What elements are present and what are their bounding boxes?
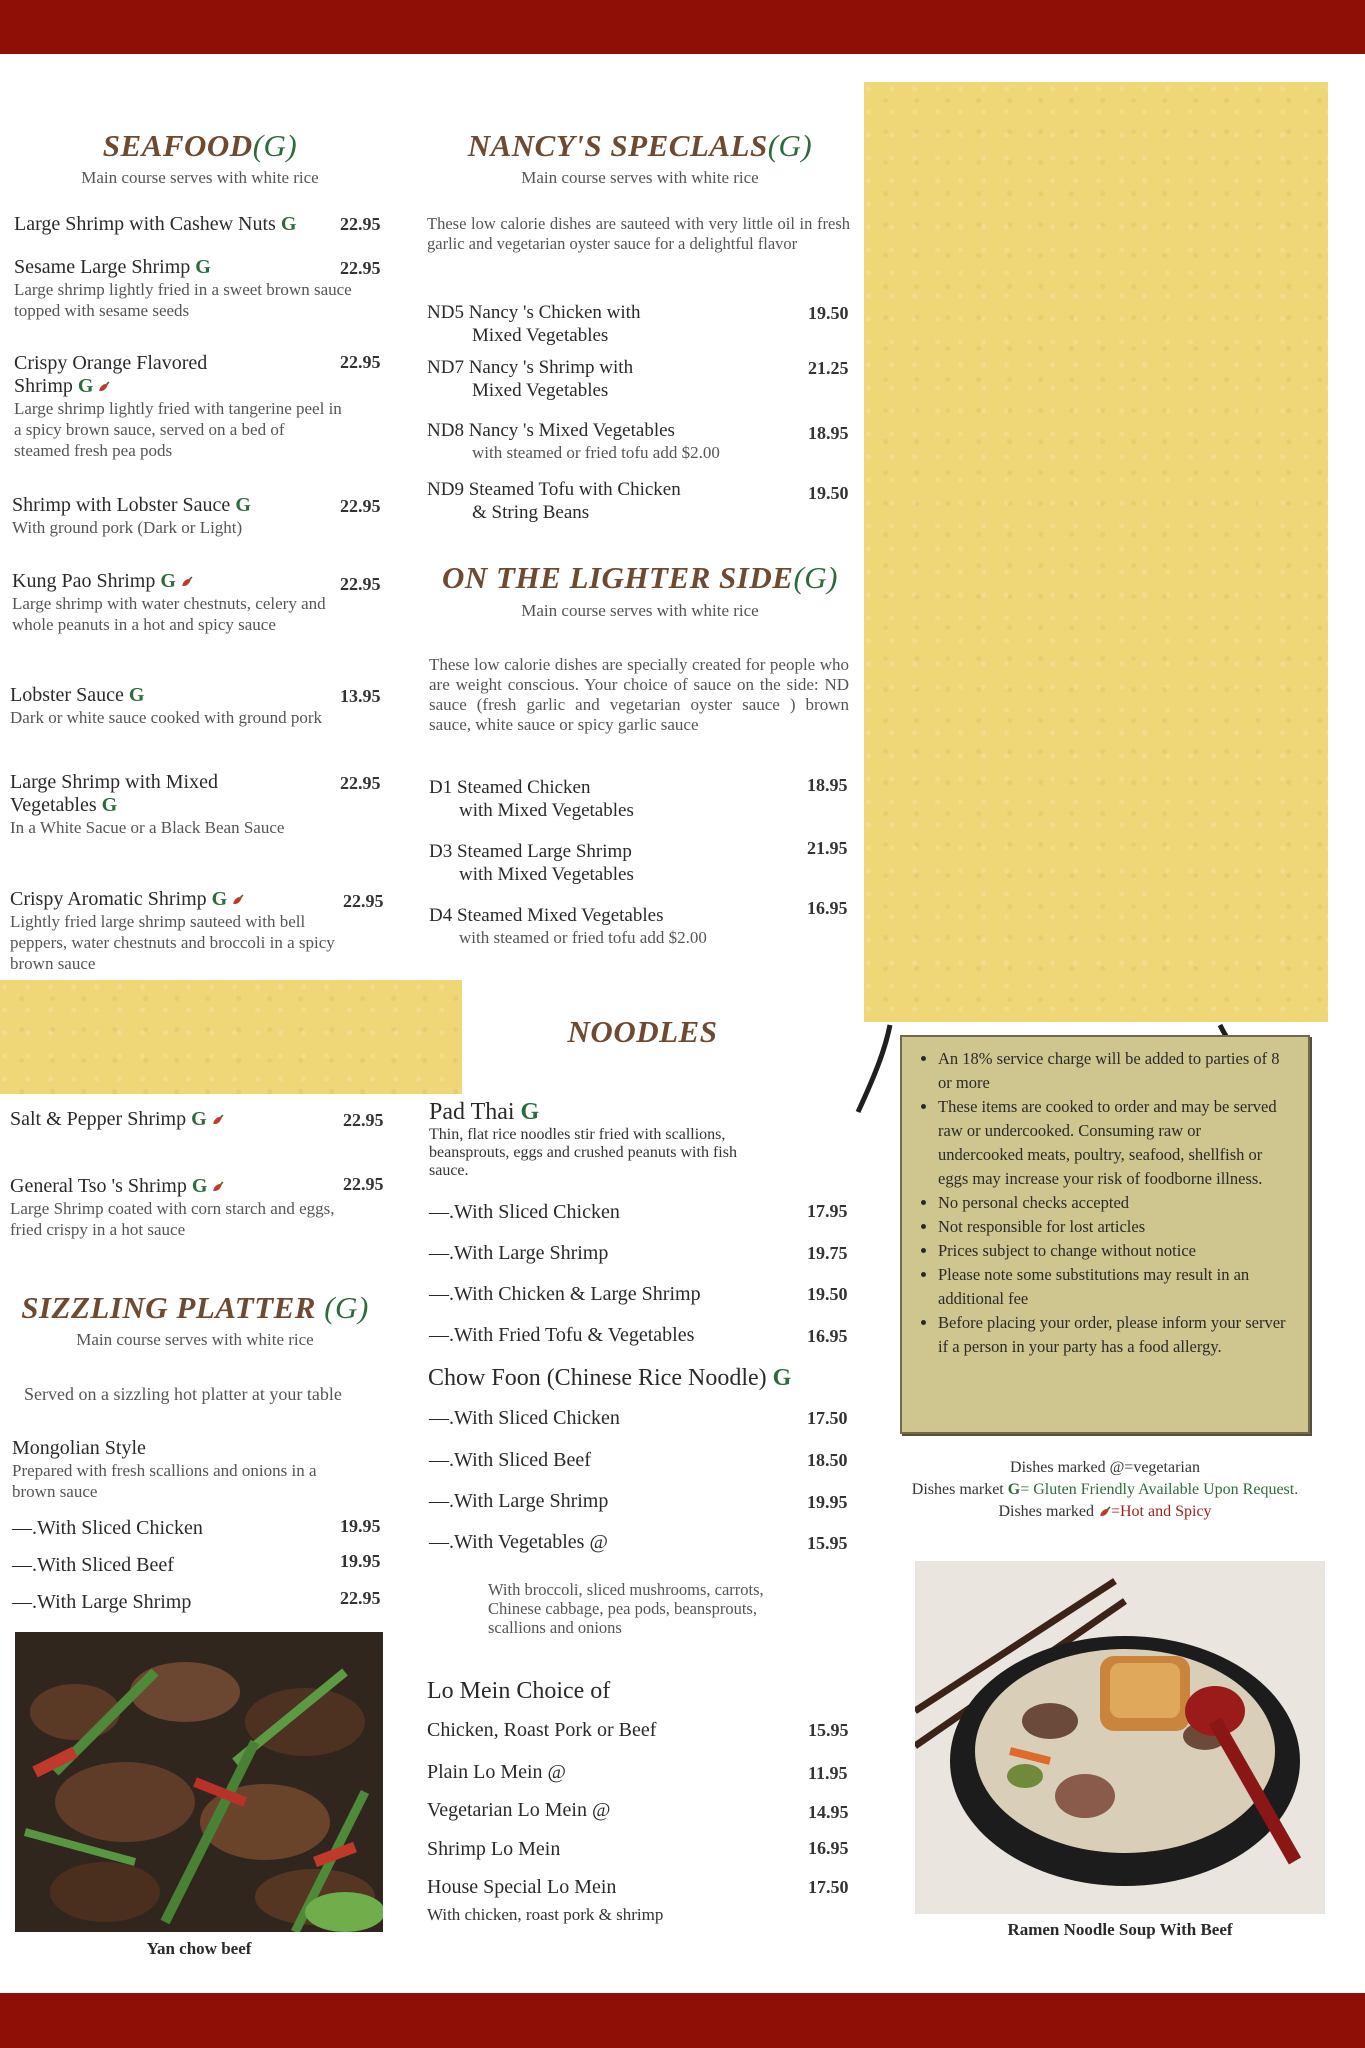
lighter-intro: These low calorie dishes are specially created for people who are weight conscious. Your choice of sauce on the side: ND sauce (fresh garlic and vegetarian oyster sauce ) brown sauce, white sauce or spicy garlic sauce	[429, 655, 849, 734]
legend-gluten: Dishes market G= Gluten Friendly Available Upon Request.	[911, 1481, 1299, 1498]
menu-item[interactable]: Large Shrimp with Mixed Vegetables G In a White Sacue or a Black Bean Sauce	[10, 771, 285, 837]
noodle-option[interactable]: ––.With Sliced Beef	[429, 1449, 591, 1471]
house-lo-mein-desc: With chicken, roast pork & shrimp	[427, 1905, 664, 1924]
chow-foon-heading[interactable]: Chow Foon (Chinese Rice Noodle) G	[428, 1365, 792, 1391]
yan-chow-beef-caption: Yan chow beef	[146, 1939, 252, 1958]
menu-item[interactable]: Sesame Large Shrimp G Large shrimp lightly fried in a sweet brown sauce topped with sesame seeds	[14, 256, 352, 320]
chili-pepper-icon	[211, 1181, 224, 1194]
sizzling-option[interactable]: ––.With Large Shrimp	[12, 1591, 192, 1613]
noodle-option[interactable]: ––.With Fried Tofu & Vegetables	[429, 1324, 695, 1346]
legend-vegetarian: Dishes marked @=vegetarian	[1010, 1459, 1200, 1476]
sizzling-note: Served on a sizzling hot platter at your table	[24, 1384, 342, 1404]
lo-mein-heading: Lo Mein Choice of	[427, 1678, 611, 1704]
price: 22.95	[340, 496, 381, 516]
seafood-subtitle: Main course serves with white rice	[81, 168, 319, 187]
price: 17.50	[808, 1877, 849, 1897]
noodle-option[interactable]: ––.With Sliced Chicken	[429, 1407, 620, 1429]
sizzling-option[interactable]: ––.With Sliced Chicken	[12, 1517, 203, 1539]
menu-item[interactable]: D4 Steamed Mixed Vegetables with steamed or fried tofu add $2.00	[429, 905, 707, 947]
lighter-title: ON THE LIGHTER SIDE(G)	[442, 560, 838, 595]
lo-mein-item[interactable]: House Special Lo Mein	[427, 1876, 617, 1898]
price: 22.95	[343, 891, 384, 911]
menu-item[interactable]: Lobster Sauce G Dark or white sauce cooked with ground pork	[10, 684, 323, 727]
ramen-photo	[915, 1561, 1325, 1914]
notice-item: • Please note some substitutions may result in an additional fee	[938, 1263, 1290, 1311]
lo-mein-item[interactable]: Chicken, Roast Pork or Beef	[427, 1719, 657, 1741]
nancy-title: NANCY'S SPECLALS(G)	[467, 128, 813, 163]
seafood-title: SEAFOOD(G)	[102, 128, 298, 163]
yellow-patch	[0, 980, 462, 1094]
nancy-intro: These low calorie dishes are sauteed with very little oil in fresh garlic and vegetarian oyster sauce for a delightful flavor	[427, 214, 850, 253]
price: 22.95	[343, 1174, 384, 1194]
price: 16.95	[808, 1838, 849, 1858]
top-band	[0, 0, 1365, 54]
chili-pepper-icon	[231, 894, 244, 907]
legend	[880, 1457, 1330, 1523]
price: 18.95	[807, 775, 848, 795]
price: 18.50	[807, 1450, 848, 1470]
lighter-subtitle: Main course serves with white rice	[521, 601, 759, 620]
price: 21.95	[807, 838, 848, 858]
price: 17.95	[807, 1201, 848, 1221]
price: 22.95	[340, 258, 381, 278]
ramen-caption: Ramen Noodle Soup With Beef	[1007, 1920, 1233, 1939]
menu-item[interactable]: ND7 Nancy 's Shrimp with Mixed Vegetables	[427, 357, 634, 401]
noodle-option[interactable]: ––.With Chicken & Large Shrimp	[429, 1283, 701, 1305]
notice-item: • An 18% service charge will be added to parties of 8 or more	[938, 1047, 1290, 1095]
price: 14.95	[808, 1802, 849, 1822]
price: 19.95	[340, 1551, 381, 1571]
price: 18.95	[808, 423, 849, 443]
price: 22.95	[340, 574, 381, 594]
menu-item[interactable]: ND9 Steamed Tofu with Chicken & String Beans	[427, 479, 681, 523]
price: 21.25	[808, 358, 849, 378]
veg-note: With broccoli, sliced mushrooms, carrots, Chinese cabbage, pea pods, beansprouts, scallions and onions	[488, 1580, 764, 1637]
price: 19.95	[340, 1516, 381, 1536]
price: 22.95	[343, 1110, 384, 1130]
lo-mein-item[interactable]: Shrimp Lo Mein	[427, 1838, 561, 1860]
price: 11.95	[808, 1763, 848, 1783]
yellow-paper-panel	[864, 82, 1328, 1022]
price: 16.95	[807, 1326, 848, 1346]
pad-thai[interactable]: Pad Thai G Thin, flat rice noodles stir fried with scallions, beansprouts, eggs and crushed peanuts with fish sauce.	[429, 1099, 737, 1179]
menu-item[interactable]: ND8 Nancy 's Mixed Vegetables with steamed or fried tofu add $2.00	[427, 420, 720, 462]
lo-mein-item[interactable]: Plain Lo Mein @	[427, 1761, 566, 1783]
price: 22.95	[340, 1588, 381, 1608]
notice-item: • Not responsible for lost articles	[938, 1215, 1290, 1239]
nancy-subtitle: Main course serves with white rice	[521, 168, 759, 187]
menu-item[interactable]: Kung Pao Shrimp G Large shrimp with water chestnuts, celery and whole peanuts in a hot and spicy sauce	[12, 570, 326, 634]
menu-item[interactable]: Large Shrimp with Cashew Nuts G	[14, 213, 297, 235]
price: 19.75	[807, 1243, 848, 1263]
price: 22.95	[340, 214, 381, 234]
chili-pepper-icon	[97, 381, 110, 394]
yan-chow-beef-photo	[15, 1632, 383, 1932]
sizzling-subtitle: Main course serves with white rice	[76, 1330, 314, 1349]
noodle-option[interactable]: ––.With Sliced Chicken	[429, 1201, 620, 1223]
notice-item: • No personal checks accepted	[938, 1191, 1290, 1215]
menu-item[interactable]: Shrimp with Lobster Sauce G With ground pork (Dark or Light)	[12, 494, 251, 537]
sizzling-style: Mongolian Style Prepared with fresh scallions and onions in a brown sauce	[12, 1437, 317, 1501]
menu-item[interactable]: Crispy Orange Flavored Shrimp G Large shrimp lightly fried with tangerine peel in a spicy brown sauce, served on a bed of steamed fresh pea pods	[14, 352, 342, 460]
noodles-title: NOODLES	[567, 1014, 718, 1049]
price: 19.95	[807, 1492, 848, 1512]
price: 15.95	[807, 1533, 848, 1553]
noodle-option[interactable]: ––.With Large Shrimp	[429, 1490, 609, 1512]
notice-box	[900, 1035, 1310, 1434]
bottom-band	[0, 1993, 1365, 2048]
menu-item[interactable]: General Tso 's Shrimp G Large Shrimp coated with corn starch and eggs, fried crispy in a hot sauce	[10, 1175, 335, 1239]
price: 15.95	[808, 1720, 849, 1740]
price: 22.95	[340, 773, 381, 793]
sizzling-option[interactable]: ––.With Sliced Beef	[12, 1554, 174, 1576]
chili-pepper-icon	[1098, 1506, 1111, 1519]
price: 17.50	[807, 1408, 848, 1428]
price: 16.95	[807, 898, 848, 918]
menu-item[interactable]: Salt & Pepper Shrimp G	[10, 1108, 340, 1131]
menu-item[interactable]: D1 Steamed Chicken with Mixed Vegetables	[429, 777, 634, 821]
notice-item: • Before placing your order, please inform your server if a person in your party has a food allergy.	[938, 1311, 1290, 1359]
price: 22.95	[340, 352, 381, 372]
price: 19.50	[808, 303, 849, 323]
noodle-option[interactable]: ––.With Vegetables @	[429, 1531, 608, 1553]
notice-item: • Prices subject to change without notice	[938, 1239, 1290, 1263]
chili-pepper-icon	[180, 576, 193, 589]
sizzling-title: SIZZLING PLATTER (G)	[21, 1290, 369, 1325]
lo-mein-item[interactable]: Vegetarian Lo Mein @	[427, 1799, 611, 1821]
menu-item[interactable]: D3 Steamed Large Shrimp with Mixed Vegetables	[429, 841, 634, 885]
menu-item[interactable]: Crispy Aromatic Shrimp G Lightly fried large shrimp sauteed with bell peppers, water chestnuts and broccoli in a spicy brown sauce	[10, 888, 335, 973]
price: 19.50	[807, 1284, 848, 1304]
chili-pepper-icon	[211, 1114, 224, 1127]
price: 13.95	[340, 686, 381, 706]
notice-item: • These items are cooked to order and may be served raw or undercooked. Consuming raw or undercooked meats, poultry, seafood, shellfish or eggs may increase your risk of foodborne illness.	[938, 1095, 1290, 1191]
noodle-option[interactable]: ––.With Large Shrimp	[429, 1242, 609, 1264]
legend-spicy: Dishes marked =Hot and Spicy	[998, 1503, 1212, 1520]
price: 19.50	[808, 483, 849, 503]
menu-item[interactable]: ND5 Nancy 's Chicken with Mixed Vegetables	[427, 302, 641, 346]
